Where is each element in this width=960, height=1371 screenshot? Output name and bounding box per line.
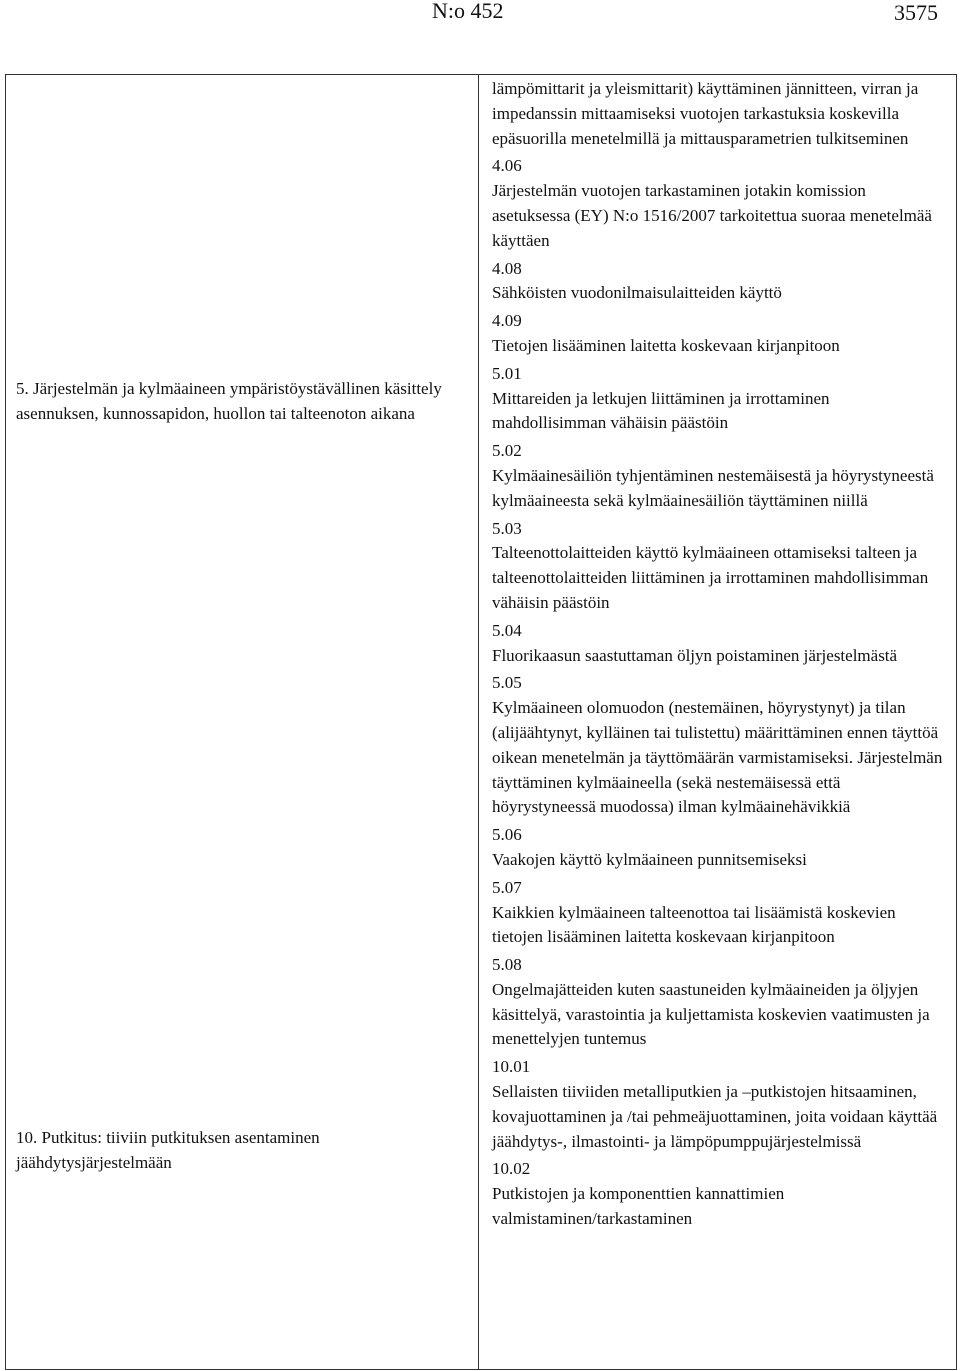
- skill-entry-4-06: [492, 154, 947, 253]
- skill-text: Fluorikaasun saastuttaman öljyn poistaminen järjestelmästä: [492, 645, 898, 665]
- skill-entry-5-07: [492, 876, 947, 950]
- skill-code: 10.02: [492, 1159, 531, 1179]
- skill-entry-5-01: [492, 362, 947, 436]
- skill-code: 5.05: [492, 673, 522, 693]
- skill-text: Putkistojen ja komponenttien kannattimien valmistaminen/tarkastaminen: [492, 1184, 785, 1229]
- skill-code: 5.04: [492, 620, 522, 640]
- skill-entry-5-03: [492, 517, 947, 616]
- page-header: [0, 0, 960, 40]
- skill-code: 5.07: [492, 877, 522, 897]
- skill-text: Järjestelmän vuotojen tarkastaminen jotakin komission asetuksessa (EY) N:o 1516/2007 tarkoitettua suoraa menetelmää käyttäen: [492, 181, 932, 250]
- skill-text: Vaakojen käyttö kylmäaineen punnitsemiseksi: [492, 849, 807, 869]
- skill-code: 4.09: [492, 311, 522, 331]
- skill-text: Kylmäainesäiliön tyhjentäminen nestemäisestä ja höyrystyneestä kylmäaineesta sekä kylmäainesäiliön täyttäminen niillä: [492, 465, 934, 510]
- skill-text: Kylmäaineen olomuodon (nestemäinen, höyrystynyt) ja tilan (alijäähtynyt, kylläinen tai tulistettu) määrittäminen ennen täyttöä oikean menetelmän ja täyttömäärän varmistamiseksi. Järjestelmän täyttäminen kylmäaineella (sekä nestemäisessä että höyrystyneessä muodossa) ilman kylmäainehävikkiä: [492, 698, 943, 817]
- skill-text: Tietojen lisääminen laitetta koskevaan kirjanpitoon: [492, 335, 840, 355]
- skill-code: 5.02: [492, 441, 522, 461]
- skill-entry-5-08: [492, 953, 947, 1052]
- continued-paragraph: lämpömittarit ja yleismittarit) käyttäminen jännitteen, virran ja impedanssin mittaamiseksi vuotojen tarkastuksia koskevilla epäsuorilla menetelmillä ja mittausparametrien tulkitseminen: [492, 79, 919, 148]
- skill-entry-5-06: [492, 823, 947, 873]
- skill-text: Kaikkien kylmäaineen talteenottoa tai lisäämistä koskevien tietojen lisääminen laitetta koskevaan kirjanpitoon: [492, 902, 896, 947]
- skill-code: 5.08: [492, 955, 522, 975]
- skill-entry-5-05: [492, 671, 947, 820]
- skill-entry-5-02: [492, 439, 947, 513]
- skill-entry-10-01: [492, 1055, 947, 1154]
- section-5-heading: 5. Järjestelmän ja kylmäaineen ympäristöystävällinen käsittely asennuksen, kunnossapidon, huollon tai talteenoton aikana: [16, 379, 442, 423]
- skill-text: Sellaisten tiiviiden metalliputkien ja –putkistojen hitsaaminen, kovajuottaminen ja /tai pehmeäjuottaminen, joita voidaan käyttää jäähdytys-, ilmastointi- ja lämpöpumppujärjestelmissä: [492, 1082, 938, 1151]
- skills-column: [492, 77, 947, 1235]
- skill-entry-5-04: [492, 619, 947, 669]
- section-10-heading: 10. Putkitus: tiiviin putkituksen asentaminen jäähdytysjärjestelmään: [16, 1128, 320, 1172]
- skill-entry-4-08: [492, 257, 947, 307]
- skill-text: Mittareiden ja letkujen liittäminen ja irrottaminen mahdollisimman vähäisin päästöin: [492, 388, 830, 433]
- skill-text: Sähköisten vuodonilmaisulaitteiden käyttö: [492, 283, 782, 303]
- skill-code: 4.06: [492, 156, 522, 176]
- column-divider: [478, 74, 479, 1370]
- page-number: 3575: [894, 0, 938, 25]
- skill-code: 5.06: [492, 825, 522, 845]
- skill-code: 4.08: [492, 258, 522, 278]
- skill-entry-4-09: [492, 309, 947, 359]
- skill-entry-10-02: [492, 1157, 947, 1231]
- skill-code: 10.01: [492, 1057, 531, 1077]
- journal-number: N:o 452: [432, 0, 504, 23]
- skill-text: Ongelmajätteiden kuten saastuneiden kylmäaineiden ja öljyjen käsittelyä, varastointia ja kuljettamista koskevien vaatimusten ja menettelyjen tuntemus: [492, 979, 930, 1049]
- skill-code: 5.03: [492, 518, 522, 538]
- skill-code: 5.01: [492, 363, 522, 383]
- skill-text: Talteenottolaitteiden käyttö kylmäaineen ottamiseksi talteen ja talteenottolaitteiden liittäminen ja irrottaminen mahdollisimman vähäisin päästöin: [492, 543, 929, 612]
